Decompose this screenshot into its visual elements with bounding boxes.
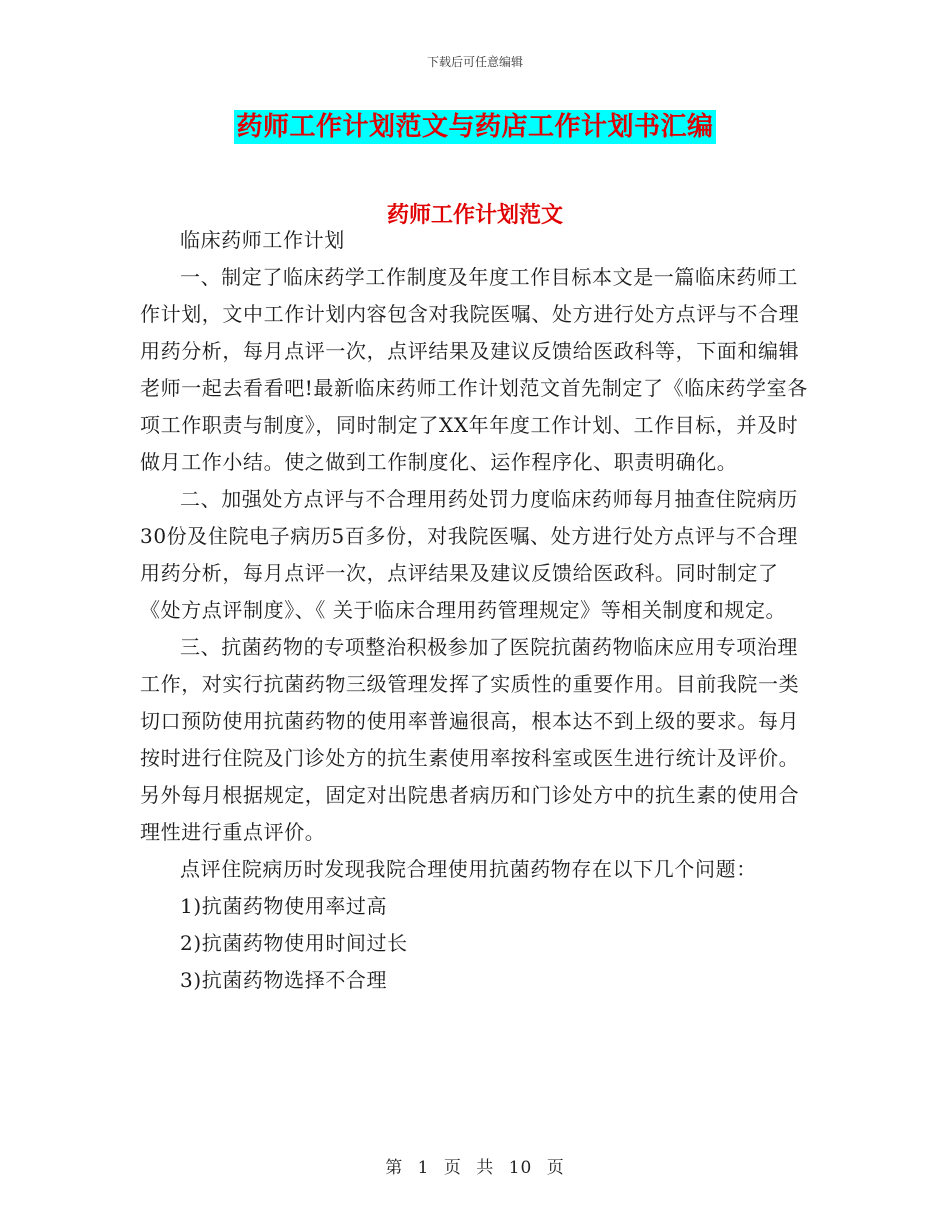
list-item: 2)抗菌药物使用时间过长	[180, 931, 408, 955]
footer-total-pages: 10	[508, 1158, 533, 1178]
paragraph: 点评住院病历时发现我院合理使用抗菌药物存在以下几个问题：	[180, 857, 757, 881]
list-item: 3)抗菌药物选择不合理	[180, 968, 388, 992]
paragraph: 三、抗菌药物的专项整治积极参加了医院抗菌药物临床应用专项治理工作，对实行抗菌药物三级管理发挥了实质性的重要作用。目前我院一类切口预防使用抗菌药物的使用率普遍很高，根本达不到上级的要求。每月按时进行住院及门诊处方的抗生素使用率按科室或医生进行统计及评价。另外每月根据规定，固定对出院患者病历和门诊处方中的抗生素的使用合理性进行重点评价。	[140, 635, 800, 844]
paragraph: 一、制定了临床药学工作制度及年度工作目标本文是一篇临床药师工作计划，文中工作计划内容包含对我院医嘱、处方进行处方点评与不合理用药分析，每月点评一次，点评结果及建议反馈给医政科等，下面和编辑老师一起去看看吧!最新临床药师工作计划范文首先制定了《临床药学室各项工作职责与制度》，同时制定了XX年年度工作计划、工作目标，并及时做月工作小结。使之做到工作制度化、运作程序化、职责明确化。	[140, 265, 808, 474]
main-title: 药师工作计划范文与药店工作计划书汇编	[236, 112, 714, 142]
footer-label-total: 共	[476, 1158, 495, 1178]
footer-label-page: 第	[385, 1158, 404, 1178]
body-text	[140, 222, 810, 999]
footer-label-page-unit: 页	[443, 1158, 462, 1178]
list-item: 1)抗菌药物使用率过高	[180, 894, 388, 918]
paragraph: 临床药师工作计划	[180, 228, 345, 252]
paragraph: 二、加强处方点评与不合理用药处罚力度临床药师每月抽查住院病历30份及住院电子病历5百多份，对我院医嘱、处方进行处方点评与不合理用药分析，每月点评一次，点评结果及建议反馈给医政科。同时制定了《处方点评制度》、《 关于临床合理用药管理规定》等相关制度和规定。	[140, 487, 798, 622]
page-footer	[0, 1153, 950, 1178]
main-title-wrapper	[0, 110, 950, 144]
section-title: 药师工作计划范文	[386, 202, 563, 228]
footer-label-total-unit: 页	[546, 1158, 565, 1178]
header-note: 下载后可任意编辑	[426, 55, 523, 69]
footer-current-page: 1	[417, 1158, 430, 1178]
